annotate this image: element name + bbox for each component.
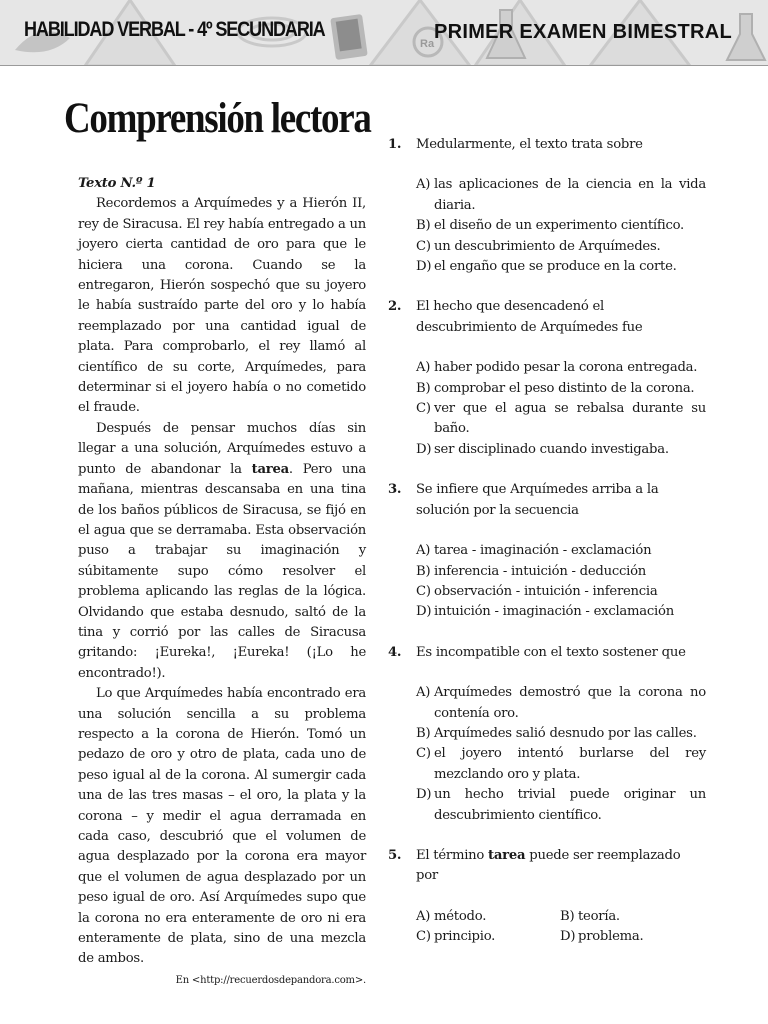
option-letter: B) xyxy=(560,908,575,924)
option-text: ser disciplinado cuando investigaba. xyxy=(434,441,669,457)
question-5 xyxy=(388,846,706,948)
reading-text xyxy=(78,174,366,988)
option-d[interactable] xyxy=(416,440,706,460)
option-text: teoría. xyxy=(578,908,620,924)
paragraph-3: Lo que Arquímedes había encontrado era una solución sencilla a su problema respecto a la corona de Hierón. Tomó un pedazo de oro y otro de plata, cada uno de peso igual al de la corona. Al sumergir cada una de las tres masas – el oro, la plata y la corona – y medir el agua derramada en cada caso, descubrió que el volumen de agua desplazado por la corona era mayor que el volumen de agua desplazado por un peso igual de oro. Así Arquímedes supo que la corona no era enteramente de oro ni era enteramente de plata, sino de una mezcla de ambos. xyxy=(78,686,366,967)
text-heading: Texto N.º 1 xyxy=(78,176,156,191)
option-text: Arquímedes demostró que la corona no contenía oro. xyxy=(434,685,706,721)
option-text: problema. xyxy=(578,929,644,945)
option-d[interactable] xyxy=(560,927,704,947)
question-stem: Es incompatible con el texto sostener que xyxy=(416,644,686,660)
option-b[interactable] xyxy=(416,216,706,236)
page-header xyxy=(0,0,768,66)
option-text: el diseño de un experimento científico. xyxy=(434,218,684,234)
question-number: 5. xyxy=(388,847,402,863)
question-number: 3. xyxy=(388,482,402,498)
option-letter: D) xyxy=(416,787,432,803)
option-letter: D) xyxy=(416,441,432,457)
option-letter: A) xyxy=(416,908,431,924)
option-text: el joyero intentó burlarse del rey mezclando oro y plata. xyxy=(434,746,706,782)
option-letter: C) xyxy=(416,238,431,254)
option-c[interactable] xyxy=(416,237,706,257)
paragraph-2-end: . Pero una mañana, mientras descansaba en una tina de los baños públicos de Siracusa, se fijó en el agua que se derramaba. Esta observación puso a trabajar su imaginación y súbitamente supo cómo resolver el problema aplicando las reglas de la lógica. Olvidando que estaba desnudo, saltó de la tina y corrió por las calles de Siracusa gritando: ¡Eureka!, ¡Eureka! (¡Lo he encontrado!). xyxy=(78,461,366,681)
option-text: intuición - imaginación - exclamación xyxy=(434,604,674,620)
option-text: principio. xyxy=(434,929,496,945)
option-letter: B) xyxy=(416,725,431,741)
option-d[interactable] xyxy=(416,602,706,622)
option-b[interactable] xyxy=(560,907,704,927)
option-letter: A) xyxy=(416,177,431,193)
question-1 xyxy=(388,135,706,277)
keyword-tarea: tarea xyxy=(488,847,526,863)
option-letter: D) xyxy=(416,604,432,620)
question-stem: El hecho que desencadenó el descubrimiento de Arquímedes fue xyxy=(416,299,643,335)
radium-label: Ra xyxy=(420,38,435,50)
option-text: las aplicaciones de la ciencia en la vida diaria. xyxy=(434,177,706,213)
option-a[interactable] xyxy=(416,358,706,378)
question-3 xyxy=(388,480,706,622)
option-b[interactable] xyxy=(416,379,706,399)
option-text: observación - intuición - inferencia xyxy=(434,583,658,599)
option-letter: D) xyxy=(560,929,576,945)
option-letter: A) xyxy=(416,543,431,559)
subject-label: HABILIDAD VERBAL - 4º SECUNDARIA xyxy=(24,18,325,41)
option-letter: C) xyxy=(416,401,431,417)
question-2 xyxy=(388,297,706,460)
question-4 xyxy=(388,643,706,826)
page-title: Comprensión lectora xyxy=(64,95,371,142)
option-text: el engaño que se produce en la corte. xyxy=(434,259,677,275)
option-letter: B) xyxy=(416,380,431,396)
option-letter: B) xyxy=(416,563,431,579)
option-text: un descubrimiento de Arquímedes. xyxy=(434,238,661,254)
stem-start: El término xyxy=(416,847,489,863)
option-letter: A) xyxy=(416,685,431,701)
option-letter: C) xyxy=(416,746,431,762)
option-text: un hecho trivial puede originar un descubrimiento científico. xyxy=(434,787,706,823)
question-stem: Se infiere que Arquímedes arriba a la solución por la secuencia xyxy=(416,482,659,518)
question-number: 1. xyxy=(388,137,402,152)
option-text: haber podido pesar la corona entregada. xyxy=(434,360,698,376)
question-stem: Medularmente, el texto trata sobre xyxy=(416,137,643,152)
option-c[interactable] xyxy=(416,927,560,947)
option-c[interactable] xyxy=(416,744,706,785)
options-grid xyxy=(416,907,706,948)
question-number: 2. xyxy=(388,299,402,315)
option-letter: D) xyxy=(416,259,432,275)
option-letter: C) xyxy=(416,929,431,945)
option-d[interactable] xyxy=(416,257,706,277)
source-citation: En <http://recuerdosdepandora.com>. xyxy=(175,974,366,986)
questions-column xyxy=(388,135,706,968)
option-letter: A) xyxy=(416,360,431,376)
option-a[interactable] xyxy=(416,541,706,561)
option-b[interactable] xyxy=(416,562,706,582)
paragraph-1: Recordemos a Arquímedes y a Hierón II, rey de Siracusa. El rey había entregado a un joyero cierta cantidad de oro para que le hiciera una corona. Cuando se la entregaron, Hierón sospechó que su joyero le había sustraído parte del oro y lo había reemplazado por una cantidad igual de plata. Para comprobarlo, el rey llamó al científico de su corte, Arquímedes, para determinar si el joyero había o no cometido el fraude. xyxy=(78,196,366,416)
option-d[interactable] xyxy=(416,785,706,826)
option-a[interactable] xyxy=(416,175,706,216)
stem-end: puede ser reemplazado por xyxy=(416,847,681,884)
option-text: ver que el agua se rebalsa durante su baño. xyxy=(434,401,706,437)
option-b[interactable] xyxy=(416,724,706,744)
option-letter: B) xyxy=(416,218,431,234)
option-letter: C) xyxy=(416,583,431,599)
option-text: inferencia - intuición - deducción xyxy=(434,563,647,579)
option-a[interactable] xyxy=(416,683,706,724)
option-a[interactable] xyxy=(416,907,560,927)
paragraph-2-start: Después de pensar muchos días sin llegar a una solución, Arquímedes estuvo a punto de abandonar la xyxy=(78,420,366,477)
option-text: Arquímedes salió desnudo por las calles. xyxy=(434,725,697,741)
question-stem xyxy=(416,846,706,887)
option-text: método. xyxy=(434,908,487,924)
paragraph-2 xyxy=(78,419,366,684)
option-c[interactable] xyxy=(416,582,706,602)
option-text: comprobar el peso distinto de la corona. xyxy=(434,380,695,396)
option-text: tarea - imaginación - exclamación xyxy=(434,543,652,559)
question-number: 4. xyxy=(388,644,402,660)
option-c[interactable] xyxy=(416,399,706,440)
exam-label: PRIMER EXAMEN BIMESTRAL xyxy=(433,21,732,43)
keyword-tarea: tarea xyxy=(251,461,289,477)
